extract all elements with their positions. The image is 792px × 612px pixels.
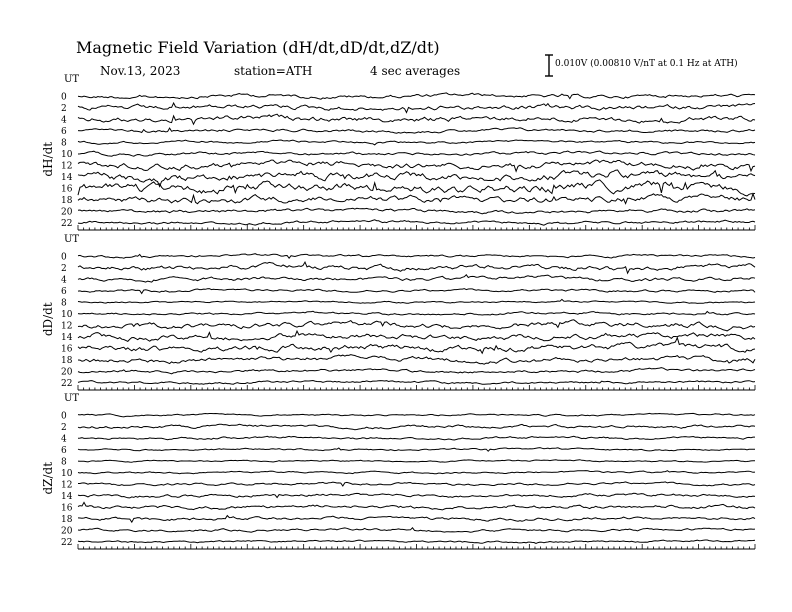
trace-dDdt-row-22 bbox=[78, 381, 755, 385]
trace-dHdt-row-8 bbox=[78, 140, 755, 145]
trace-dZdt-row-16 bbox=[78, 502, 755, 510]
row-label-0: 0 bbox=[61, 252, 67, 263]
panel-ylabel-dHdt: dH/dt bbox=[41, 141, 55, 177]
trace-dZdt-row-18 bbox=[78, 516, 755, 523]
row-label-16: 16 bbox=[61, 503, 73, 514]
trace-dHdt-row-14 bbox=[78, 170, 755, 186]
date-label: Nov.13, 2023 bbox=[100, 64, 181, 78]
trace-dHdt-row-18 bbox=[78, 194, 755, 204]
trace-dDdt-row-10 bbox=[78, 311, 755, 315]
trace-dZdt-row-8 bbox=[78, 460, 755, 463]
chart-title: Magnetic Field Variation (dH/dt,dD/dt,dZ/dt) bbox=[76, 38, 440, 57]
row-label-2: 2 bbox=[61, 423, 67, 433]
trace-dHdt-row-2 bbox=[78, 103, 755, 113]
ut-label-2: UT bbox=[64, 234, 80, 245]
row-label-22: 22 bbox=[61, 379, 73, 389]
scale-bar-label: 0.010V (0.00810 V/nT at 0.1 Hz at ATH) bbox=[555, 59, 738, 69]
row-label-14: 14 bbox=[61, 173, 73, 183]
row-label-12: 12 bbox=[61, 321, 73, 332]
trace-dZdt-row-12 bbox=[78, 482, 755, 486]
trace-dHdt-row-6 bbox=[78, 128, 755, 133]
row-label-6: 6 bbox=[61, 446, 67, 456]
trace-dDdt-row-0 bbox=[78, 254, 755, 259]
trace-dDdt-row-14 bbox=[78, 331, 755, 341]
row-label-20: 20 bbox=[61, 207, 73, 218]
row-label-4: 4 bbox=[61, 115, 67, 126]
trace-dHdt-row-20 bbox=[78, 208, 755, 214]
row-label-20: 20 bbox=[61, 367, 73, 378]
trace-dHdt-row-4 bbox=[78, 114, 755, 124]
trace-dZdt-row-22 bbox=[78, 540, 755, 544]
row-label-18: 18 bbox=[61, 196, 73, 206]
row-label-22: 22 bbox=[61, 219, 73, 229]
trace-dHdt-row-22 bbox=[78, 220, 755, 225]
row-label-8: 8 bbox=[61, 457, 67, 468]
row-label-2: 2 bbox=[61, 104, 67, 114]
trace-dHdt-row-12 bbox=[78, 160, 755, 171]
row-label-20: 20 bbox=[61, 526, 73, 537]
trace-dZdt-row-6 bbox=[78, 448, 755, 452]
row-label-4: 4 bbox=[61, 434, 67, 445]
panel-ylabel-dDdt: dD/dt bbox=[41, 302, 55, 337]
row-label-18: 18 bbox=[61, 356, 73, 366]
trace-dDdt-row-20 bbox=[78, 368, 755, 374]
row-label-14: 14 bbox=[61, 333, 73, 343]
trace-dZdt-row-0 bbox=[78, 413, 755, 417]
averaging-label: 4 sec averages bbox=[370, 64, 461, 78]
trace-dZdt-row-10 bbox=[78, 471, 755, 474]
row-label-22: 22 bbox=[61, 538, 73, 548]
row-label-12: 12 bbox=[61, 480, 73, 491]
row-label-2: 2 bbox=[61, 264, 67, 274]
row-label-10: 10 bbox=[61, 310, 73, 320]
trace-dDdt-row-4 bbox=[78, 275, 755, 282]
row-label-0: 0 bbox=[61, 411, 67, 422]
trace-dHdt-row-10 bbox=[78, 151, 755, 156]
trace-dDdt-row-6 bbox=[78, 289, 755, 294]
row-label-6: 6 bbox=[61, 127, 67, 137]
row-label-6: 6 bbox=[61, 287, 67, 297]
row-label-8: 8 bbox=[61, 298, 67, 309]
ut-label-1: UT bbox=[64, 74, 80, 85]
row-label-10: 10 bbox=[61, 469, 73, 479]
trace-dZdt-row-14 bbox=[78, 493, 755, 498]
row-label-8: 8 bbox=[61, 138, 67, 149]
trace-dZdt-row-2 bbox=[78, 424, 755, 430]
row-label-10: 10 bbox=[61, 150, 73, 160]
trace-dDdt-row-8 bbox=[78, 299, 755, 303]
trace-dDdt-row-2 bbox=[78, 262, 755, 273]
trace-dDdt-row-12 bbox=[78, 320, 755, 331]
row-label-18: 18 bbox=[61, 515, 73, 525]
row-label-16: 16 bbox=[61, 184, 73, 195]
row-label-0: 0 bbox=[61, 92, 67, 103]
row-label-14: 14 bbox=[61, 492, 73, 502]
trace-dZdt-row-4 bbox=[78, 436, 755, 440]
row-label-4: 4 bbox=[61, 275, 67, 286]
ut-label-3: UT bbox=[64, 393, 80, 404]
panel-ylabel-dZdt: dZ/dt bbox=[41, 461, 55, 495]
trace-dHdt-row-0 bbox=[78, 93, 755, 99]
row-label-12: 12 bbox=[61, 161, 73, 172]
row-label-16: 16 bbox=[61, 344, 73, 355]
trace-dDdt-row-16 bbox=[78, 338, 755, 354]
trace-dDdt-row-18 bbox=[78, 355, 755, 365]
trace-dZdt-row-20 bbox=[78, 528, 755, 532]
station-label: station=ATH bbox=[234, 64, 313, 78]
